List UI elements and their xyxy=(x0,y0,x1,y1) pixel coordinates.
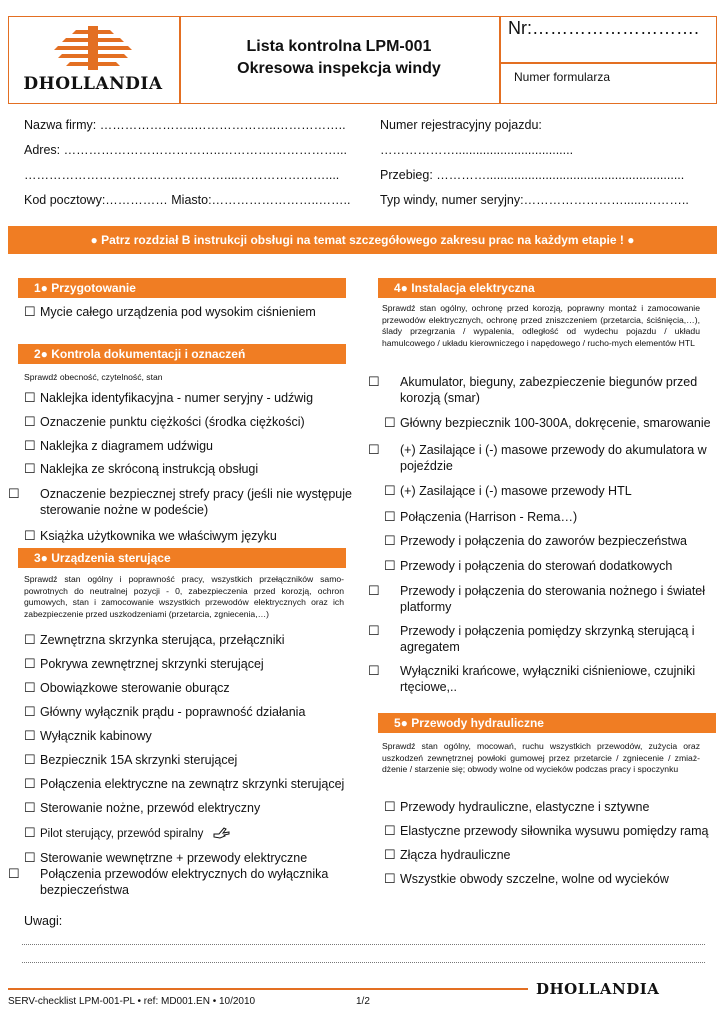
title-line-1: Lista kontrolna LPM-001 xyxy=(246,38,432,55)
checklist-item[interactable]: ☐ Naklejka ze skróconą instrukcją obsługi xyxy=(24,461,259,476)
checklist-item[interactable]: ☐ Wszystkie obwody szczelne, wolne od wycieków xyxy=(384,871,669,886)
checkbox[interactable]: ☐ xyxy=(24,414,36,429)
checkbox[interactable]: ☐ xyxy=(384,558,396,573)
checkbox[interactable]: ☐ xyxy=(24,680,36,695)
checkbox[interactable]: ☐ xyxy=(384,483,396,498)
address-field[interactable]: Adres: ………………………………..………….……………... xyxy=(24,143,347,157)
checkbox[interactable]: ☐ xyxy=(368,663,380,678)
checkbox[interactable]: ☐ xyxy=(24,704,36,719)
form-number-field[interactable]: Nr:………………………. xyxy=(508,18,699,38)
checklist-item[interactable]: ☐ Oznaczenie punktu ciężkości (środka ciężkości) xyxy=(24,414,305,429)
checkbox[interactable]: ☐ xyxy=(24,800,36,815)
checkbox[interactable]: ☐ xyxy=(368,623,380,638)
address-field-2[interactable]: …………………………………………....………………….... xyxy=(24,168,340,182)
checklist-item[interactable]: ☐ (+) Zasilające i (-) masowe przewody HTL xyxy=(384,483,632,498)
checklist-item[interactable]: ☐ Wyłącznik kabinowy xyxy=(24,728,152,743)
instruction-banner: ● Patrz rozdział B instrukcji obsługi na temat szczegółowego zakresu prac na każdym etapie ! ● xyxy=(8,226,717,254)
checkbox[interactable]: ☐ xyxy=(24,304,36,319)
section-4-note: Sprawdź stan ogólny, ochronę przed korozją, poprawny montaż i zamocowanie przewodów elektrycznych, ochronę przed zniszczeniem (przetarcia, ściśnięcia,…), ślady przegrzania / wypalenia, odległość od wydechu pojazdu / układu hamulcowego / układu kierowniczego i napędowego / rucho-mych elementów HTL xyxy=(382,303,700,348)
checklist-item[interactable]: ☐ Przewody i połączenia do zaworów bezpieczeństwa xyxy=(384,533,687,548)
lift-type-field[interactable]: Typ windy, numer seryjny:……………………......……….. xyxy=(380,193,689,207)
footer-line xyxy=(8,988,528,990)
checkbox[interactable]: ☐ xyxy=(24,825,36,840)
checkbox[interactable]: ☐ xyxy=(24,656,36,671)
checklist-item[interactable]: ☐ Sterowanie wewnętrzne + przewody elektryczne xyxy=(24,850,308,865)
hand-pointing-icon xyxy=(213,825,231,839)
checkbox[interactable]: ☐ xyxy=(24,752,36,767)
checklist-item[interactable]: ☐ Naklejka identyfikacyjna - numer seryjny - udźwig xyxy=(24,390,314,405)
section-1-header: 1● Przygotowanie xyxy=(18,278,346,298)
registration-label: Numer rejestracyjny pojazdu: xyxy=(380,118,542,132)
section-5-header: 5● Przewody hydrauliczne xyxy=(378,713,716,733)
page-number: 1/2 xyxy=(356,996,370,1007)
remarks-line-2[interactable] xyxy=(22,962,705,963)
checklist-item[interactable]: ☐ Złącza hydrauliczne xyxy=(384,847,511,862)
section-3-note: Sprawdź stan ogólny i poprawność pracy, wszystkich przełączników samo-powrotnych do neutralnej pozycji - 0, zabezpieczenia przed korozją, ochron gumowych, stan i zamocowanie wszystkich przewodów elektrycznych oraz ich zabezpieczenie przed uszkodzeniami (przetarcia, zgniecenia,…) xyxy=(24,574,344,619)
checklist-item[interactable]: ☐ Zewnętrzna skrzynka sterująca, przełączniki xyxy=(24,632,285,647)
section-3-header: 3● Urządzenia sterujące xyxy=(18,548,346,568)
checkbox[interactable]: ☐ xyxy=(384,871,396,886)
checkbox[interactable]: ☐ xyxy=(384,415,396,430)
checkbox[interactable]: ☐ xyxy=(8,866,20,881)
checklist-item[interactable]: ☐ Główny wyłącznik prądu - poprawność działania xyxy=(24,704,306,719)
checkbox[interactable]: ☐ xyxy=(384,847,396,862)
checkbox[interactable]: ☐ xyxy=(24,728,36,743)
checklist-item[interactable]: ☐ Mycie całego urządzenia pod wysokim ciśnieniem xyxy=(24,304,316,319)
checklist-item[interactable]: ☐ (+) Zasilające i (-) masowe przewody do akumulatora w pojeździe xyxy=(368,442,707,473)
form-number-label: Numer formularza xyxy=(514,70,611,84)
checklist-item[interactable]: ☐ Pilot sterujący, przewód spiralny xyxy=(24,825,354,842)
checkbox[interactable]: ☐ xyxy=(384,799,396,814)
postal-city-field[interactable]: Kod pocztowy:…………… Miasto:……………………..…….. xyxy=(24,193,351,207)
checklist-item[interactable]: ☐ Połączenia (Harrison - Rema…) xyxy=(384,509,578,524)
registration-field[interactable]: ……………….................................. xyxy=(380,143,574,157)
remarks-label: Uwagi: xyxy=(24,914,63,928)
checkbox[interactable]: ☐ xyxy=(8,486,20,501)
section-2-header: 2● Kontrola dokumentacji i oznaczeń xyxy=(18,344,346,364)
header-divider-3 xyxy=(499,62,717,64)
title-line-2: Okresowa inspekcja windy xyxy=(237,60,441,77)
checklist-item[interactable]: ☐ Oznaczenie bezpiecznej strefy pracy (jeśli nie występuje sterowanie nożne w podeście) xyxy=(8,486,352,517)
checklist-item[interactable]: ☐ Przewody i połączenia do sterowania nożnego i świateł platformy xyxy=(368,583,706,614)
checklist-item[interactable]: ☐ Książka użytkownika we właściwym języku xyxy=(24,528,277,543)
checklist-item[interactable]: ☐ Sterowanie nożne, przewód elektryczny xyxy=(24,800,261,815)
company-field[interactable]: Nazwa firmy: …………………..………………..…………….. xyxy=(24,118,346,132)
logo-text: DHOLLANDIA xyxy=(23,74,163,94)
checkbox[interactable]: ☐ xyxy=(24,632,36,647)
checkbox[interactable]: ☐ xyxy=(24,776,36,791)
checkbox[interactable]: ☐ xyxy=(24,461,36,476)
checklist-item[interactable]: ☐ Przewody hydrauliczne, elastyczne i sztywne xyxy=(384,799,650,814)
checklist-item[interactable]: ☐ Akumulator, bieguny, zabezpieczenie biegunów przed korozją (smar) xyxy=(368,374,698,405)
checkbox[interactable]: ☐ xyxy=(384,509,396,524)
section-2-note: Sprawdź obecność, czytelność, stan xyxy=(24,372,163,382)
section-4-header: 4● Instalacja elektryczna xyxy=(378,278,716,298)
mileage-field[interactable]: Przebieg: …………......................................................... xyxy=(380,168,685,182)
checkbox[interactable]: ☐ xyxy=(368,374,380,389)
checkbox[interactable]: ☐ xyxy=(384,533,396,548)
checkbox[interactable]: ☐ xyxy=(368,442,380,457)
checklist-item[interactable]: ☐ Wyłączniki krańcowe, wyłączniki ciśnieniowe, czujniki rtęciowe,.. xyxy=(368,663,696,694)
checkbox[interactable]: ☐ xyxy=(384,823,396,838)
checklist-item[interactable]: ☐ Elastyczne przewody siłownika wysuwu pomiędzy ramą xyxy=(384,823,709,838)
checklist-item[interactable]: ☐ Przewody i połączenia do sterowań dodatkowych xyxy=(384,558,673,573)
header-divider-2 xyxy=(499,17,501,103)
checklist-item[interactable]: ☐ Główny bezpiecznik 100-300A, dokręcenie, smarowanie xyxy=(384,415,711,430)
checklist-item[interactable]: ☐ Pokrywa zewnętrznej skrzynki sterującej xyxy=(24,656,264,671)
checkbox[interactable]: ☐ xyxy=(24,850,36,865)
document-title xyxy=(180,20,498,80)
checkbox[interactable]: ☐ xyxy=(24,528,36,543)
checklist-item[interactable]: ☐ Przewody i połączenia pomiędzy skrzynką sterującą i agregatem xyxy=(368,623,695,654)
checkbox[interactable]: ☐ xyxy=(24,390,36,405)
remarks-line-1[interactable] xyxy=(22,944,705,945)
checklist-item[interactable]: ☐ Obowiązkowe sterowanie oburącz xyxy=(24,680,230,695)
checklist-item[interactable]: ☐ Bezpiecznik 15A skrzynki sterującej xyxy=(24,752,238,767)
dhollandia-logo xyxy=(18,22,168,96)
footer-reference: SERV-checklist LPM-001-PL • ref: MD001.EN • 10/2010 xyxy=(8,996,256,1007)
checkbox[interactable]: ☐ xyxy=(368,583,380,598)
section-5-note: Sprawdź stan ogólny, mocowań, ruchu wszystkich przewodów, zużycia oraz uszkodzeń zewnętrznej powłoki gumowej przez przetarcie / zgniecenie / zmiaż-dżenie / starzenie się; obwody wolne od wycieków podczas pracy i spoczynku xyxy=(382,741,700,774)
footer-logo: DHOLLANDIA xyxy=(536,980,660,998)
checklist-item[interactable]: ☐ Połączenia elektryczne na zewnątrz skrzynki sterującej xyxy=(24,776,345,791)
checklist-item[interactable]: ☐ Naklejka z diagramem udźwigu xyxy=(24,438,213,453)
checkbox[interactable]: ☐ xyxy=(24,438,36,453)
checklist-item[interactable]: ☐ Połączenia przewodów elektrycznych do wyłącznika bezpieczeństwa xyxy=(8,866,329,897)
